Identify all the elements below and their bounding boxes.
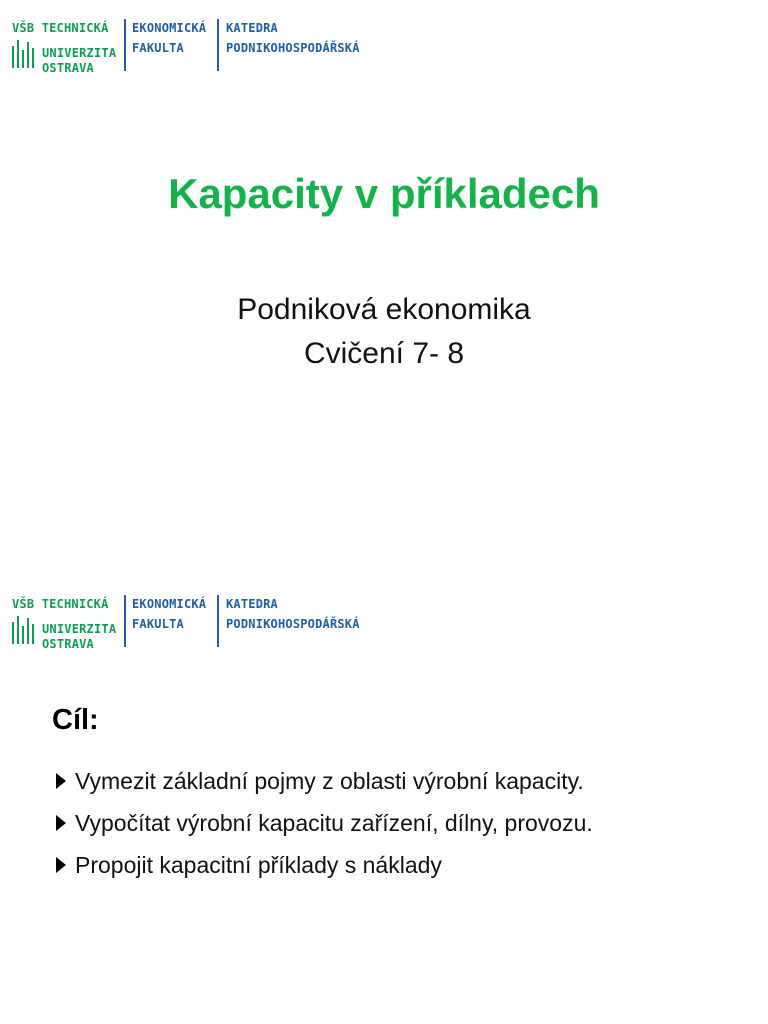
list-item-text: Vypočítat výrobní kapacitu zařízení, dílny, provozu.	[75, 809, 593, 836]
faculty-line-2: FAKULTA	[132, 617, 184, 631]
logo-divider	[124, 19, 126, 71]
faculty-line-1: EKONOMICKÁ	[132, 597, 207, 611]
list-item-text: Vymezit základní pojmy z oblasti výrobní kapacity.	[75, 767, 584, 794]
list-item-text: Propojit kapacitní příklady s náklady	[75, 851, 442, 878]
logo-divider	[124, 595, 126, 647]
faculty-name	[132, 18, 206, 58]
department-line-2: PODNIKOHOSPODÁŘSKÁ	[226, 617, 360, 631]
department-line-1: KATEDRA	[226, 597, 278, 611]
department-name	[226, 18, 360, 58]
slide-title: Kapacity v příkladech	[168, 170, 600, 217]
university-line-3: OSTRAVA	[42, 637, 94, 651]
university-line-1: VŠB TECHNICKÁ	[12, 597, 109, 611]
goal-heading: Cíl:	[52, 704, 99, 736]
university-line-2: UNIVERZITA	[42, 46, 117, 60]
logo-divider	[217, 595, 219, 647]
vsb-bars-logo-icon	[12, 38, 38, 68]
list-item	[56, 760, 593, 802]
triangle-bullet-icon	[56, 857, 66, 873]
department-line-1: KATEDRA	[226, 21, 278, 35]
subtitle-course: Podniková ekonomika	[237, 293, 531, 326]
logo-divider	[217, 19, 219, 71]
list-item	[56, 844, 593, 886]
university-line-1: VŠB TECHNICKÁ	[12, 21, 109, 35]
faculty-name	[132, 594, 206, 634]
list-item	[56, 802, 593, 844]
slide-subtitle	[0, 288, 768, 376]
faculty-line-2: FAKULTA	[132, 41, 184, 55]
goal-list	[56, 760, 593, 886]
goal-slide	[0, 576, 768, 1024]
triangle-bullet-icon	[56, 815, 66, 831]
vsb-bars-logo-icon	[12, 614, 38, 644]
faculty-line-1: EKONOMICKÁ	[132, 21, 207, 35]
university-name	[12, 18, 116, 78]
department-line-2: PODNIKOHOSPODÁŘSKÁ	[226, 41, 360, 55]
triangle-bullet-icon	[56, 773, 66, 789]
department-name	[226, 594, 360, 634]
subtitle-exercise: Cvičení 7- 8	[303, 337, 465, 370]
university-name	[12, 594, 116, 654]
university-line-3: OSTRAVA	[42, 61, 94, 75]
university-line-2: UNIVERZITA	[42, 622, 117, 636]
